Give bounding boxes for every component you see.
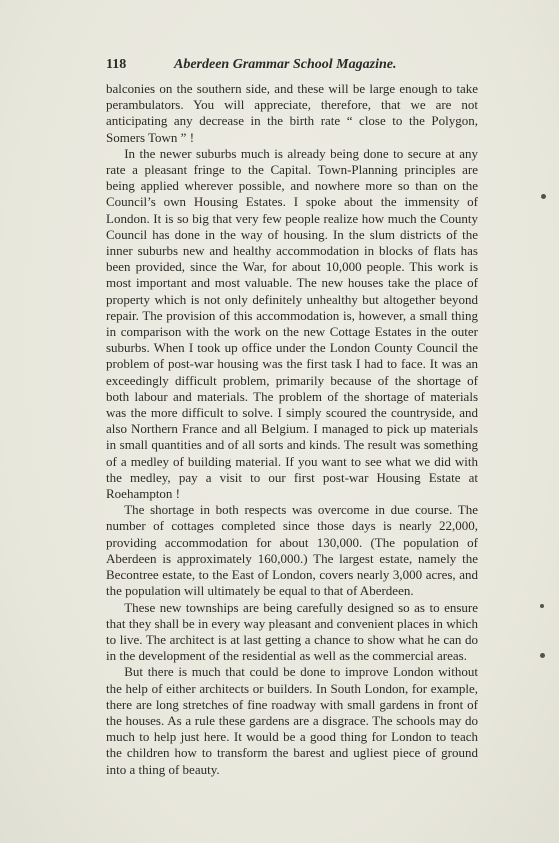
paragraph: The shortage in both respects was overcome in due course. The number of cottages completed since those days is nearly 22,000, providing accommodation for about 130,000. (The population of Aberdeen is approximately 160,000.) The largest estate, namely the Becontree estate, to the East of London, covers nearly 3,000 acres, and the population will ultimately be equal to that of Aberdeen.: [106, 502, 478, 599]
running-title: Aberdeen Grammar School Magazine.: [174, 57, 397, 72]
paragraph: But there is much that could be done to improve London without the help of either architects or builders. In South London, for example, there are long stretches of fine roadway with small gardens in front of the houses. As a rule these gardens are a disgrace. The schools may do much to help just here. It would be a good thing for London to teach the children how to transform the barest and ugliest piece of ground into a thing of beauty.: [106, 664, 478, 777]
page-header: [106, 57, 478, 75]
article-body: [106, 81, 478, 778]
paragraph: In the newer suburbs much is already being done to secure at any rate a pleasant fringe to the Capital. Town-Planning principles are being applied wherever possible, and nowhere more so than on the Council’s own Housing Estates. I spoke about the immensity of London. It is so big that very few people realize how much the County Council has done in the way of housing. In the slum districts of the inner suburbs new and healthy accommodation in blocks of flats has been provided, since the War, for about 10,000 people. This work is most important and most valuable. The new houses take the place of property which is not only definitely unhealthy but altogether beyond repair. The provision of this accommodation is, however, a small thing in comparison with the work on the new Cottage Estates in the outer suburbs. When I took up office under the London County Council the problem of post-war housing was the first task I had to face. It was an exceedingly difficult problem, primarily because of the shortage of both labour and materials. The problem of the shortage of materials was the more difficult to solve. I simply scoured the countryside, and also Northern France and all Belgium. I managed to pick up materials in small quantities and of all sorts and kinds. The result was something of a medley of building material. If you want to see what we did with the medley, pay a visit to our first post-war Housing Estate at Roehampton !: [106, 145, 478, 502]
paragraph-continued: balconies on the southern side, and these will be large enough to take perambulators. You will appreciate, therefore, that we are not anticipating any decrease in the birth rate “ close to the Polygon, Somers Town ” !: [106, 81, 478, 145]
binding-hole-mark: [540, 604, 544, 608]
page-number: 118: [106, 57, 127, 72]
binding-hole-mark: [540, 653, 545, 658]
paragraph: These new townships are being carefully designed so as to ensure that they shall be in every way pleasant and convenient places in which to live. The architect is at last getting a chance to show what he can do in the development of the residential as well as the commercial areas.: [106, 599, 478, 664]
binding-hole-mark: [541, 194, 546, 199]
